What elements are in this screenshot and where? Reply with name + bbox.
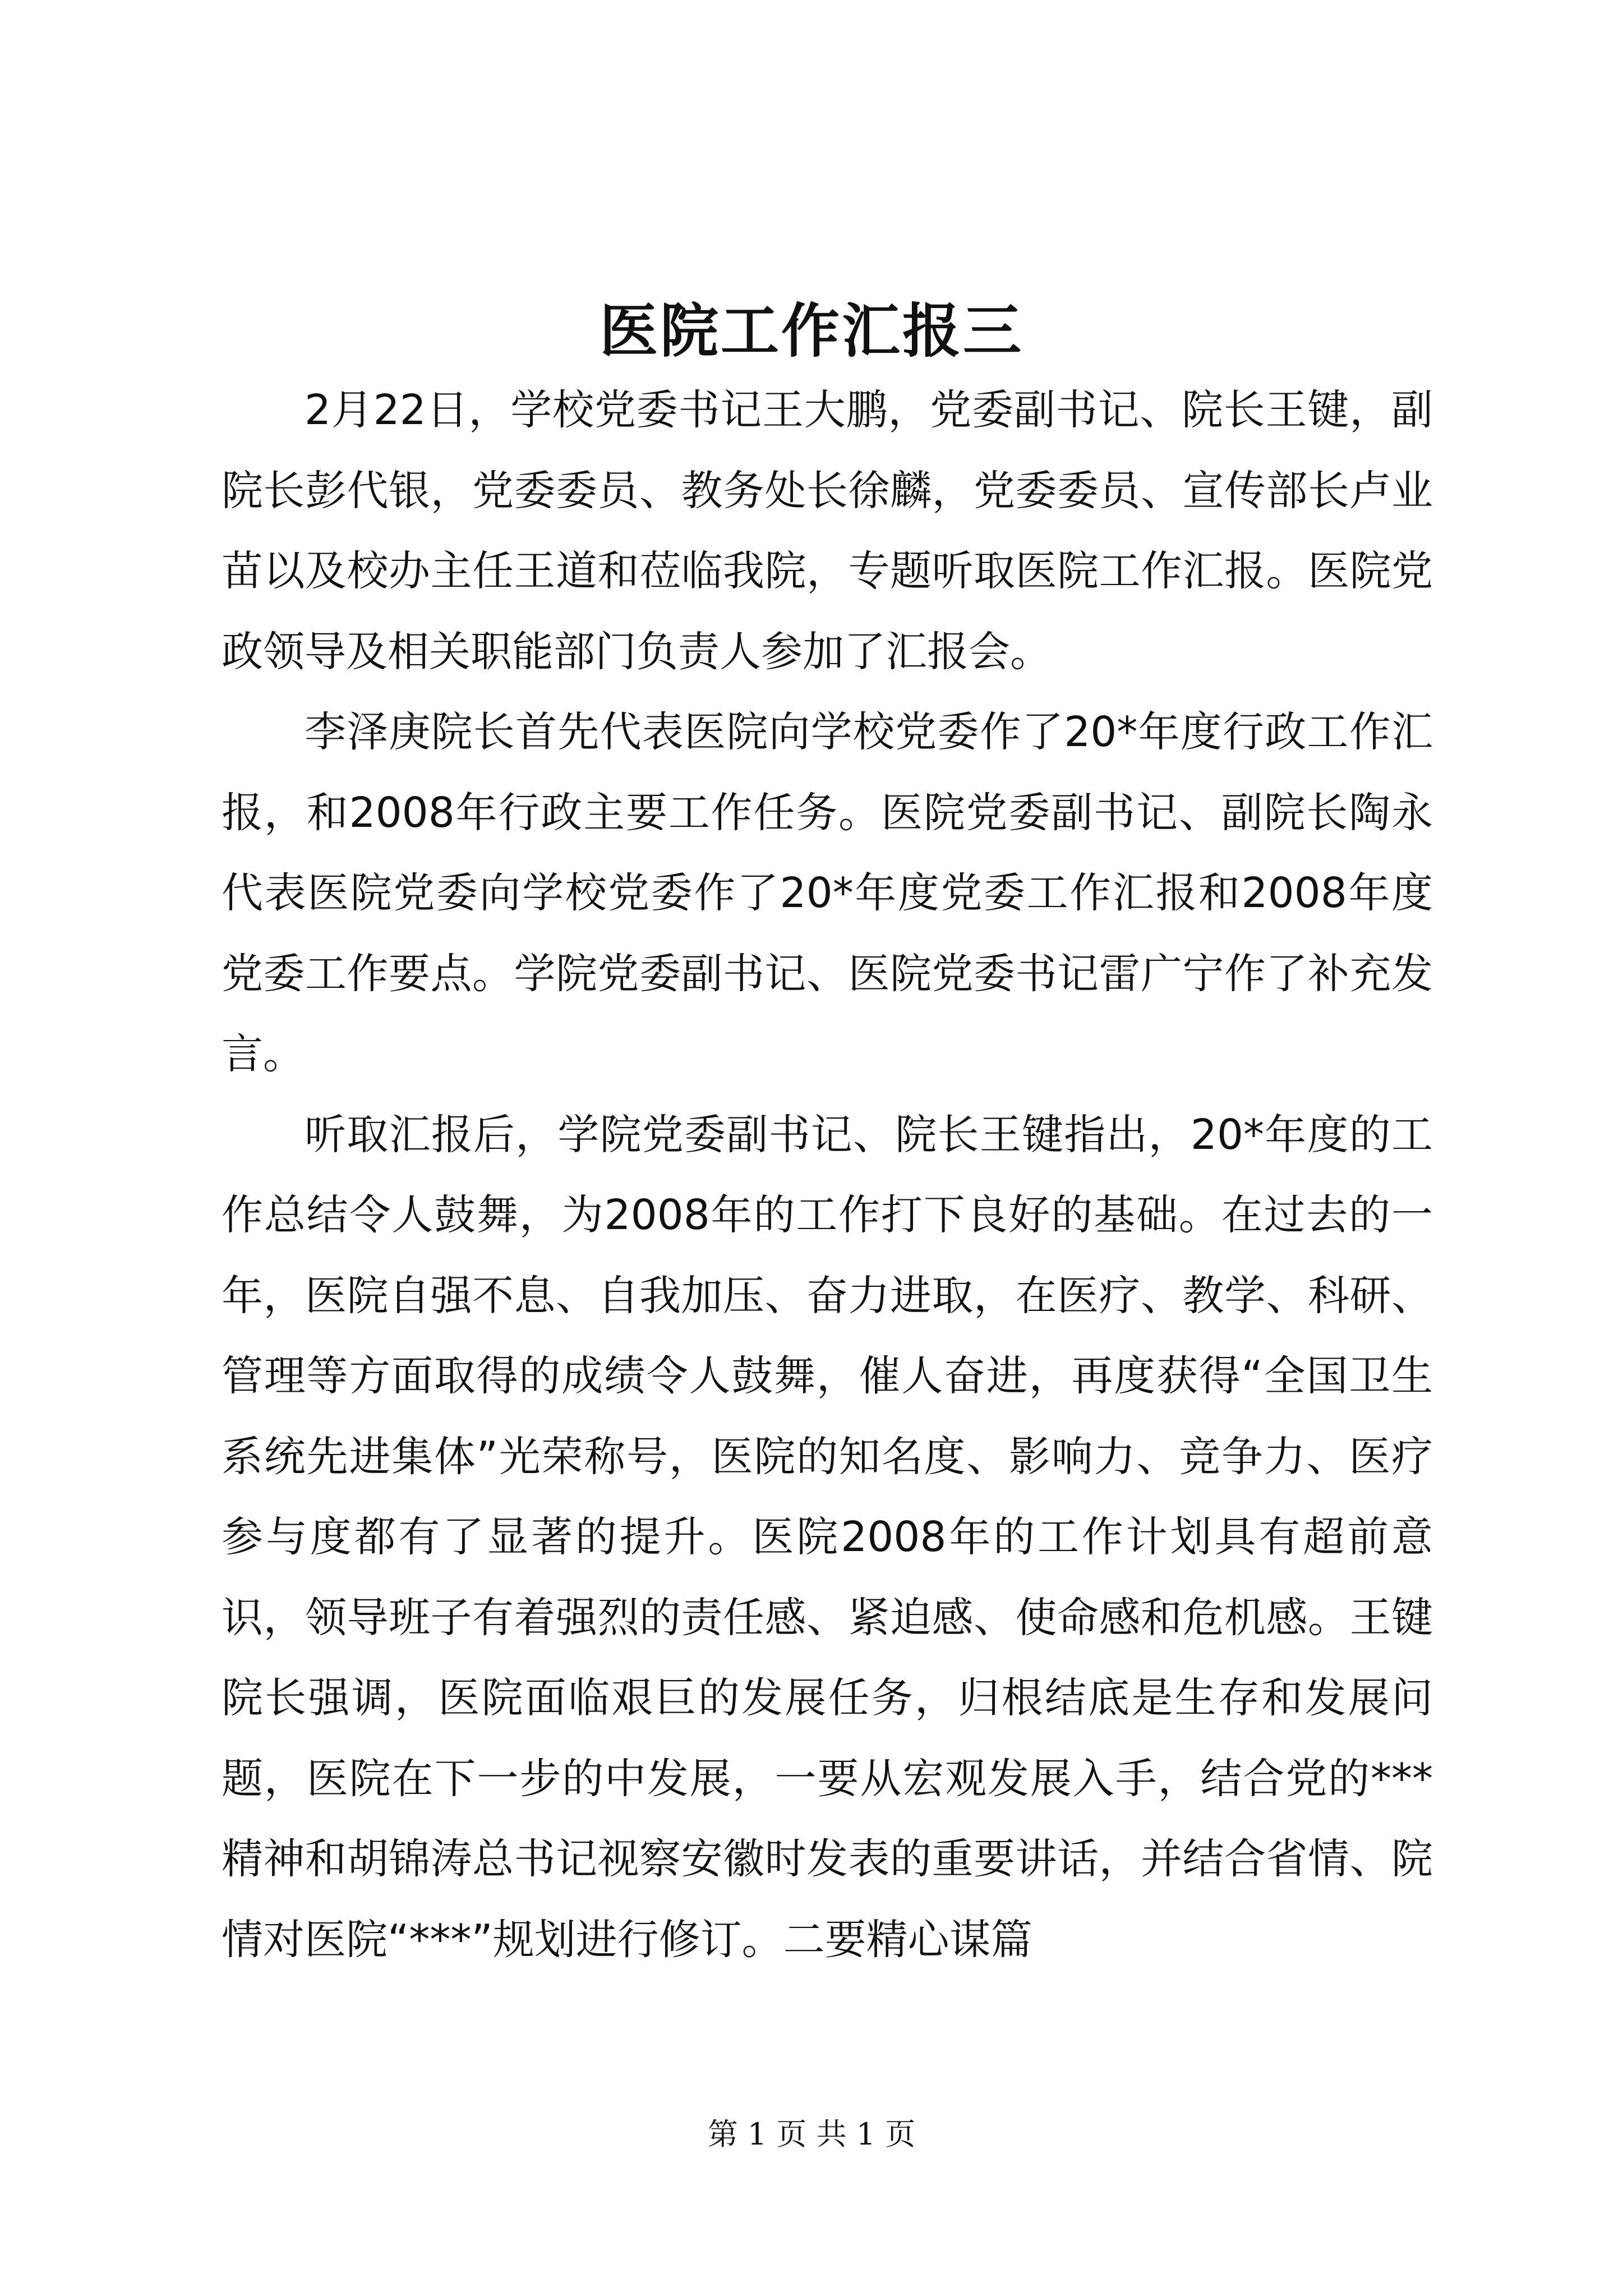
paragraph-2: 李泽庚院长首先代表医院向学校党委作了20*年度行政工作汇报，和2008年行政主要工作任务。医院党委副书记、副院长陶永代表医院党委向学校党委作了20*年度党委工作汇报和2008年度党委工作要点。学院党委副书记、医院党委书记雷广宁作了补充发言。 bbox=[222, 708, 1433, 1078]
document-body bbox=[222, 370, 1433, 1980]
paragraph-1: 2月22日，学校党委书记王大鹏，党委副书记、院长王键，副院长彭代银，党委委员、教务处长徐麟，党委委员、宣传部长卢业苗以及校办主任王道和莅临我院，专题听取医院工作汇报。医院党政领导及相关职能部门负责人参加了汇报会。 bbox=[222, 386, 1433, 676]
document-title: 医院工作汇报三 bbox=[599, 296, 1023, 365]
paragraph-3: 听取汇报后，学院党委副书记、院长王键指出，20*年度的工作总结令人鼓舞，为2008年的工作打下良好的基础。在过去的一年，医院自强不息、自我加压、奋力进取，在医疗、教学、科研、管理等方面取得的成绩令人鼓舞，催人奋进，再度获得“全国卫生系统先进集体”光荣称号，医院的知名度、影响力、竞争力、医疗参与度都有了显著的提升。医院2008年的工作计划具有超前意识，领导班子有着强烈的责任感、紧迫感、使命感和危机感。王键院长强调，医院面临艰巨的发展任务，归根结底是生存和发展问题，医院在下一步的中发展，一要从宏观发展入手，结合党的***精神和胡锦涛总书记视察安徽时发表的重要讲话，并结合省情、院情对医院“***”规划进行修订。二要精心谋篇 bbox=[222, 1110, 1433, 1964]
page-number-footer: 第 1 页 共 1 页 bbox=[707, 2116, 916, 2152]
